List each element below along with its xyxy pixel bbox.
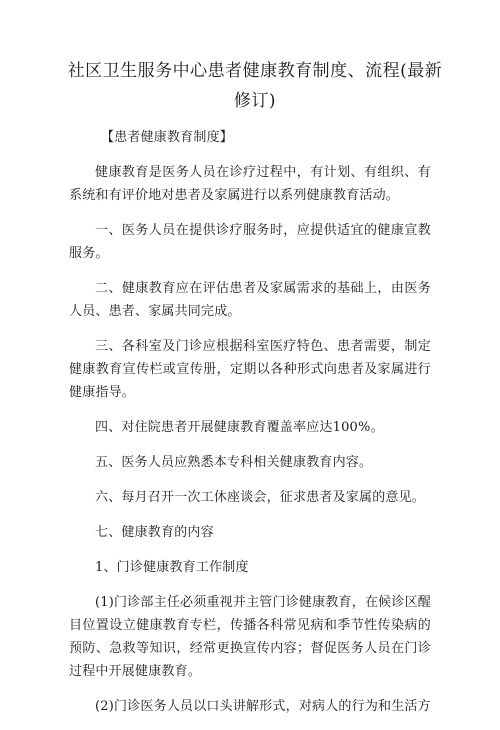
paragraph: 七、健康教育的内容	[95, 525, 214, 540]
paragraph: (1)门诊部主任必须重视并主管门诊健康教育，在候诊区醒目位置设立健康教育专栏，传播各科常见病和季节性传染病的预防、急救等知识，经常更换宣传内容；督促医务人员在门诊过程中开展健康教育。	[69, 595, 431, 679]
paragraph: 1、门诊健康教育工作制度	[95, 560, 249, 575]
paragraph: 五、医务人员应熟悉本专科相关健康教育内容。	[95, 455, 373, 470]
paragraph: 一、医务人员在提供诊疗服务时，应提供适宜的健康宣教服务。	[69, 223, 431, 261]
paragraph: 三、各科室及门诊应根据科室医疗特色、患者需要，制定健康教育宣传栏或宣传册，定期以各种形式向患者及家属进行健康指导。	[69, 339, 431, 400]
section-heading: 【患者健康教育制度】	[101, 130, 234, 145]
paragraph: 二、健康教育应在评估患者及家属需求的基础上，由医务人员、患者、家属共同完成。	[69, 281, 431, 319]
paragraph: (2)门诊医务人员以口头讲解形式，对病人的行为和生活方	[95, 699, 431, 714]
paragraph: 四、对住院患者开展健康教育覆盖率应达100%。	[95, 420, 384, 435]
document-title: 社区卫生服务中心患者健康教育制度、流程(最新修订)	[67, 61, 443, 111]
paragraph: 健康教育是医务人员在诊疗过程中，有计划、有组织、有系统和有评价地对患者及家属进行以系列健康教育活动。	[69, 165, 431, 203]
paragraph: 六、每月召开一次工休座谈会，征求患者及家属的意见。	[95, 490, 426, 505]
document-body	[69, 126, 431, 730]
